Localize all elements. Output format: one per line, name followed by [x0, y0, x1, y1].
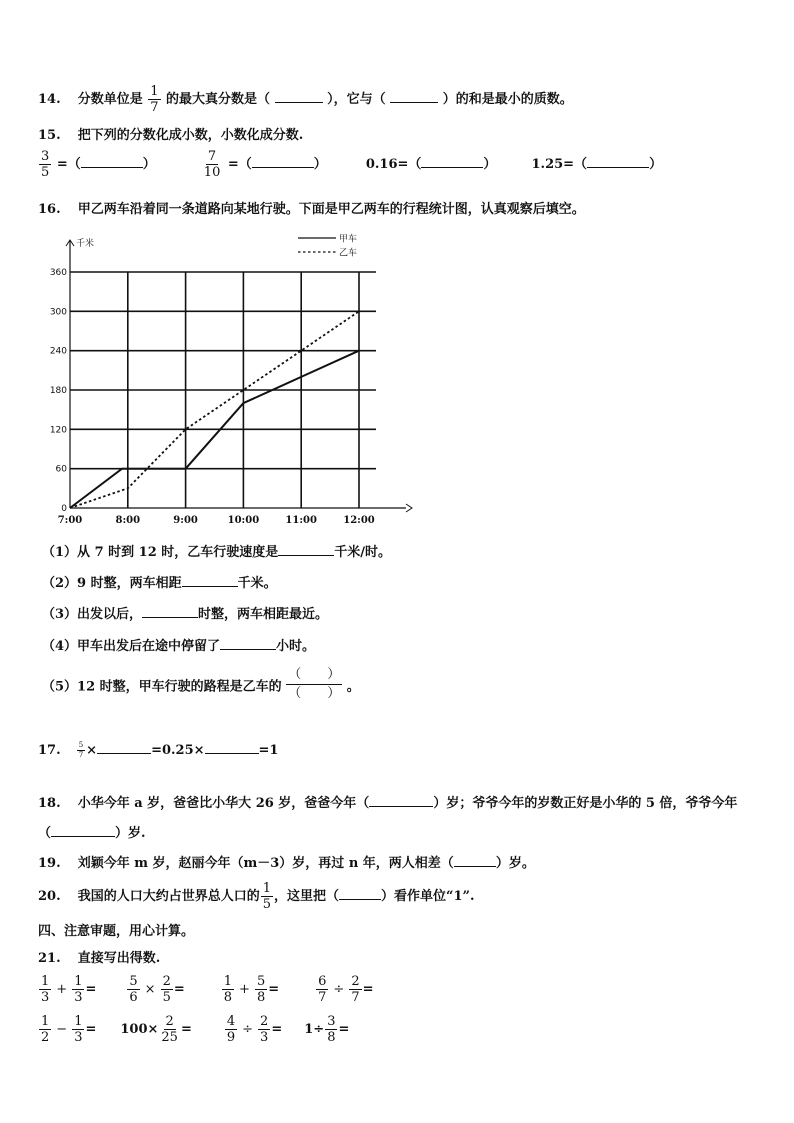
x-tick-label: 10:00	[227, 515, 260, 526]
fraction: $\frac{1}{7}$	[150, 84, 159, 115]
answer-blank[interactable]	[205, 752, 259, 754]
answer-blank[interactable]	[339, 898, 381, 900]
question-16: 16. 甲乙两车沿着同一条道路向某地行驶。下面是甲乙两车的行程统计图，认真观察后填空。	[38, 202, 585, 217]
fraction: $\frac{1}{5}$	[262, 881, 271, 912]
y-tick-label: 240	[49, 346, 67, 357]
x-tick-label: 11:00	[285, 515, 317, 526]
legend-label: 甲车	[339, 234, 358, 245]
answer-blank[interactable]	[142, 616, 198, 618]
question-16-sub5: （5）12 时整，甲车行驶的路程是乙车的 （ ） （ ） 。	[42, 667, 360, 702]
x-axis-arrow	[406, 504, 412, 512]
answer-blank[interactable]	[220, 648, 276, 650]
question-number: 19.	[38, 856, 61, 871]
question-15: 15. 把下列的分数化成小数，小数化成分数.	[38, 128, 304, 143]
question-number: 20.	[38, 889, 61, 904]
y-tick-label: 120	[49, 425, 67, 436]
calc-row-2	[38, 1015, 349, 1044]
answer-blank[interactable]	[369, 805, 433, 807]
fraction: $\frac{2}{7}$	[351, 974, 360, 1005]
fraction: $\frac{1}{3}$	[74, 1014, 83, 1045]
question-18-cont: （ ）岁.	[38, 826, 146, 841]
fraction: $\frac{2}{5}$	[162, 974, 171, 1005]
fraction: $\frac{7}{10}$	[203, 149, 221, 180]
chart-series	[70, 311, 359, 508]
question-number: 15.	[38, 128, 61, 143]
question-20: 20. 我国的人口大约占世界总人口的 $\frac{1}{5}$ ，这里把（ ）看作单位“1”.	[38, 881, 475, 912]
question-number: 16.	[38, 202, 61, 217]
answer-blank[interactable]	[278, 554, 334, 556]
x-tick-label: 9:00	[173, 515, 198, 526]
answer-blank[interactable]	[275, 101, 323, 103]
question-16-sub3: （3）出发以后， 时整，两车相距最近。	[42, 607, 329, 622]
fraction: $\frac{1}{3}$	[41, 974, 50, 1005]
y-tick-label: 300	[49, 307, 67, 318]
y-tick-label: 60	[55, 464, 67, 475]
fraction: $\frac{6}{7}$	[318, 974, 327, 1005]
answer-blank[interactable]	[51, 835, 115, 837]
fraction: $\frac{5}{8}$	[256, 974, 266, 1005]
question-14: 14. 分数单位是 $\frac{1}{7}$ 的最大真分数是（ ），它与（ ）的和是最小的质数。	[38, 84, 573, 115]
question-21: 21. 直接写出得数.	[38, 951, 161, 966]
chart-legend	[298, 233, 357, 259]
x-tick-labels	[58, 515, 375, 526]
calc-expression: $\frac{6}{7}$ ÷ $\frac{2}{7}$ =	[318, 974, 374, 1005]
x-tick-label: 8:00	[115, 515, 141, 526]
answer-fraction-blank[interactable]: （ ） （ ）	[288, 667, 341, 702]
calc-row-1	[38, 975, 374, 1004]
legend-label: 乙车	[339, 248, 358, 259]
calc-expression: $\frac{1}{2}$ − $\frac{1}{3}$ =	[41, 1014, 97, 1045]
question-18: 18. 小华今年 a 岁，爸爸比小华大 26 岁，爸爸今年（ ）岁；爷爷今年的岁数正好是小华的 5 倍，爷爷今年	[38, 796, 738, 811]
calc-expression: 100× $\frac{2}{25}$ =	[120, 1014, 192, 1045]
fraction: $\frac{5}{6}$	[129, 974, 138, 1005]
calc-expression: $\frac{1}{8}$ + $\frac{5}{8}$ =	[223, 974, 280, 1005]
calc-expression: 1÷ $\frac{3}{8}$ =	[304, 1014, 350, 1045]
question-number: 21.	[38, 951, 61, 966]
fraction: $\frac{3}{5}$	[41, 149, 50, 180]
y-tick-labels	[50, 268, 67, 514]
y-tick-label: 0	[61, 504, 67, 514]
y-tick-label: 180	[49, 386, 67, 396]
answer-blank[interactable]	[421, 166, 483, 168]
fraction: $\frac{1}{2}$	[41, 1014, 50, 1045]
question-15-items: $\frac{3}{5}$ =（ ） $\frac{7}{10}$ =（ ） 0.16=（ ） 1.25=（ ）	[41, 149, 663, 180]
y-tick-label: 360	[49, 268, 67, 278]
calc-expression: $\frac{5}{6}$ × $\frac{2}{5}$ =	[129, 974, 185, 1005]
x-tick-label: 12:00	[343, 515, 375, 526]
answer-blank[interactable]	[97, 752, 151, 754]
question-number: 18.	[38, 796, 61, 811]
answer-blank[interactable]	[587, 166, 649, 168]
question-19: 19. 刘颖今年 m 岁，赵丽今年（m－3）岁，再过 n 年，两人相差（ ）岁。	[38, 856, 535, 871]
question-16-sub2: （2）9 时整，两车相距 千米。	[42, 576, 277, 591]
answer-blank[interactable]	[182, 585, 238, 587]
series-line-yi	[70, 311, 359, 508]
y-axis-label: 千米	[76, 239, 95, 249]
question-17: 17. $\frac{5}{7}$ × =0.25× =1	[38, 741, 279, 759]
question-number: 17.	[38, 743, 61, 758]
fraction: $\frac{1}{3}$	[74, 974, 83, 1005]
travel-line-chart	[40, 224, 420, 529]
fraction: $\frac{1}{8}$	[223, 974, 233, 1005]
question-16-sub1: （1）从 7 时到 12 时，乙车行驶速度是 千米/时。	[42, 545, 392, 560]
answer-blank[interactable]	[81, 166, 143, 168]
section-heading: 四、注意审题，用心计算。	[38, 924, 195, 939]
answer-blank[interactable]	[390, 101, 438, 103]
question-number: 14.	[38, 92, 61, 107]
x-tick-label: 7:00	[57, 515, 83, 526]
calc-expression: $\frac{1}{3}$ + $\frac{1}{3}$ =	[41, 974, 97, 1005]
fraction: $\frac{5}{7}$	[78, 741, 84, 759]
answer-blank[interactable]	[252, 166, 314, 168]
question-16-sub4: （4）甲车出发后在途中停留了 小时。	[42, 639, 316, 654]
fraction: $\frac{2}{3}$	[260, 1014, 269, 1045]
fraction: $\frac{3}{8}$	[327, 1014, 336, 1045]
fraction: $\frac{2}{25}$	[161, 1014, 178, 1045]
answer-blank[interactable]	[454, 865, 496, 867]
fraction: $\frac{4}{9}$	[226, 1014, 236, 1045]
calc-expression: $\frac{4}{9}$ ÷ $\frac{2}{3}$ =	[226, 1014, 283, 1045]
